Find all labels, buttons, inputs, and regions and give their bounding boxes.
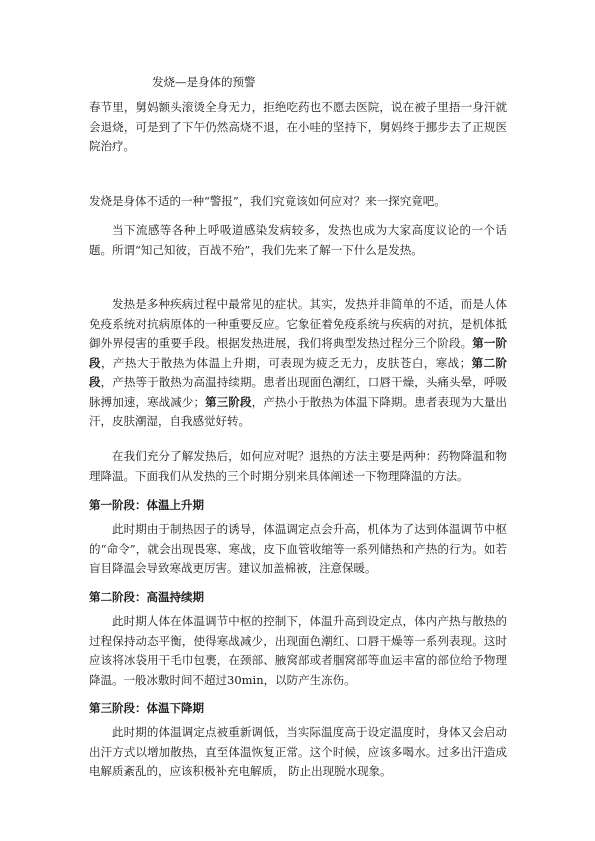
section-body-stage3: 此时期的体温调定点被重新调低，当实际温度高于设定温度时，身体又会启动出汗方式以增加散热，直至体温恢复正常。这个时候，应该多喝水。过多出汗造成电解质紊乱的，应该积极补充电解质， 防止出现脱水现象。	[89, 725, 507, 778]
section-heading-stage2: 第二阶段：高温持续期	[89, 590, 204, 604]
methods-paragraph: 在我们充分了解发热后，如何应对呢？退热的方法主要是两种：药物降温和物理降温。下面我们从发热的三个时期分别来具体阐述一下物理降温的方法。	[89, 449, 507, 483]
section-heading-stage3: 第三阶段：体温下降期	[89, 701, 204, 715]
context-paragraph: 当下流感等各种上呼吸道感染发病较多，发热也成为大家高度议论的一个话题。所谓“知己知彼，百战不殆”，我们先来了解一下什么是发热。	[89, 223, 507, 257]
stage3-text: ，产热小于散热为体温下降期。患者表现为大量出汗，皮肤潮湿，自我感觉好转。	[89, 394, 508, 428]
section-heading-stage1: 第一阶段：体温上升期	[89, 498, 204, 512]
stage1-label: 第一阶段	[89, 336, 508, 370]
stage3-label: 第三阶段	[205, 394, 252, 409]
document-title: 发烧—是身体的预警	[152, 75, 256, 89]
section-body-stage1: 此时期由于制热因子的诱导，体温调定点会升高，机体为了达到体温调节中枢的“命令”，就会出现畏寒、寒战，皮下血管收缩等一系列储热和产热的行为。如若盲目降温会导致寒战更厉害。建议加盖棉被，注意保暖。	[89, 522, 507, 575]
stage2-label: 第二阶段	[89, 355, 508, 389]
intro-paragraph: 春节里，舅妈额头滚烫全身无力，拒绝吃药也不愿去医院，说在被子里捂一身汗就会退烧，可是到了下午仍然高烧不退，在小哇的坚持下，舅妈终于挪步去了正规医院治疗。	[89, 100, 507, 153]
question-paragraph: 发烧是身体不适的一种“警报”，我们究竟该如何应对？来一探究竟吧。	[89, 194, 446, 208]
stage2-text: ，产热等于散热为高温持续期。患者出现面色潮红，口唇干燥，头痛头晕，呼吸脉搏加速，寒战减少；	[89, 375, 508, 409]
stage1-text: ，产热大于散热为体温上升期，可表现为疲乏无力，皮肤苍白，寒战；	[100, 355, 472, 370]
section-body-stage2: 此时期人体在体温调节中枢的控制下，体温升高到设定点，体内产热与散热的过程保持动态平衡，使得寒战减少，出现面色潮红、口唇干燥等一系列表现。这时应该将冰袋用干毛巾包裹，在颈部、腋窝部或者腘窝部等血运丰富的部位给予物理降温。一般冰敷时间不超过30min，以防产生冻伤。	[89, 614, 507, 687]
definition-paragraph	[89, 295, 507, 432]
definition-lead: 发热是多种疾病过程中最常见的症状。其实，发热并非简单的不适，而是人体免疫系统对抗病原体的一种重要反应。它象征着免疫系统与疾病的对抗，是机体抵御外界侵害的重要手段。根据发热进展，我们将典型发热过程分三个阶段。	[89, 297, 507, 350]
